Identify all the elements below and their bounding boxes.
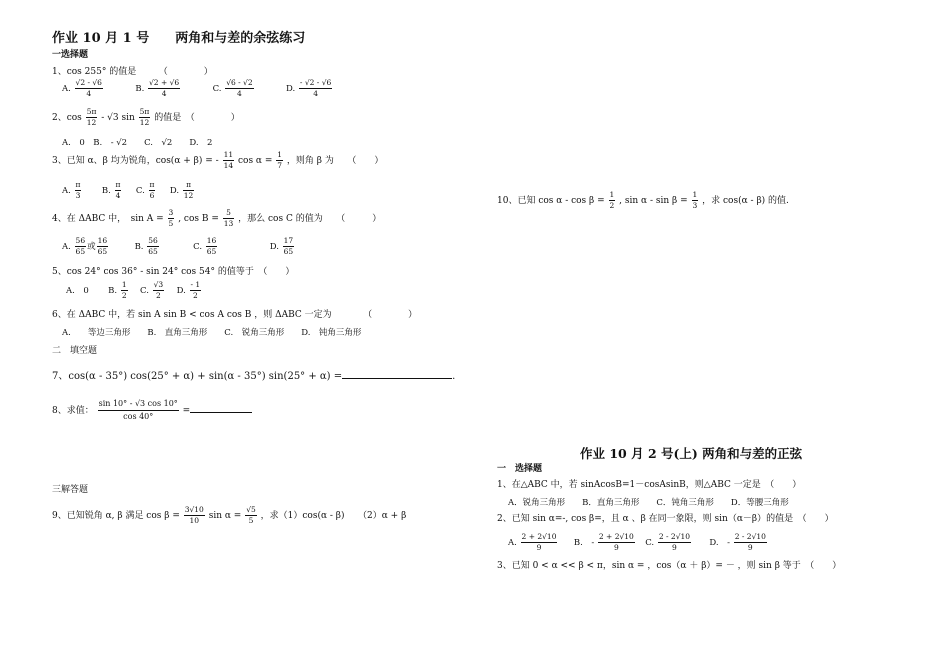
option-label: D. [286, 84, 296, 94]
right-question-2-options [508, 532, 768, 553]
denominator: 3 [692, 201, 698, 210]
option-label: D. [269, 242, 279, 252]
option-label: B. - [573, 538, 595, 548]
text: , cos B = [178, 214, 222, 224]
option-label: D. - [709, 538, 731, 548]
text: . [452, 371, 456, 382]
denominator: 4 [161, 89, 167, 98]
numerator: √2 + √6 [149, 78, 180, 87]
denominator: 2 [192, 291, 198, 300]
numerator: √2 - √6 [75, 78, 102, 87]
denominator: 12 [86, 118, 97, 127]
option-label: D. [169, 186, 180, 196]
numerator: √6 - √2 [226, 78, 253, 87]
numerator: √3 [153, 280, 164, 289]
numerator: √5 [246, 505, 256, 514]
option-a: A. 0 [66, 286, 89, 296]
denominator: 2 [121, 291, 127, 300]
right-question-3: 3、已知 0 < α << β < π，sin α = ，cos（α ＋ β）= － ，则 sin β 等于 （ ） [497, 561, 842, 571]
option-label: B. [134, 242, 144, 252]
fraction [86, 107, 98, 128]
question-6: 6、在 ΔABC 中，若 sin A sin B < cos A cos B ，则 ΔABC 一定为 （ ） [52, 310, 418, 320]
text: ，求 cos(α - β) 的值. [702, 196, 789, 206]
numerator: π [149, 180, 155, 189]
denominator: 10 [189, 516, 200, 525]
numerator: π [75, 180, 81, 189]
option-label: C. [212, 84, 222, 94]
denominator: 14 [223, 161, 234, 170]
denominator: 4 [115, 191, 121, 200]
fraction [245, 505, 257, 526]
numerator: 2 + 2√10 [598, 532, 634, 541]
fraction [115, 180, 122, 201]
fraction [97, 236, 109, 257]
question-8 [52, 398, 252, 423]
fraction [183, 180, 195, 201]
question-4-options [62, 236, 295, 257]
fraction [299, 78, 332, 99]
denominator: 9 [747, 543, 753, 552]
question-4 [52, 208, 381, 229]
option-label: A. [62, 84, 71, 94]
fraction [283, 236, 295, 257]
option-label: B. [108, 286, 118, 296]
denominator: 6 [149, 191, 155, 200]
option-label: C. [135, 186, 145, 196]
denominator: 4 [313, 89, 318, 98]
fraction [734, 532, 767, 553]
fraction [139, 107, 151, 128]
right-worksheet-title: 作业 10 月 2 号(上) 两角和与差的正弦 [580, 446, 803, 461]
right-question-1: 1、在△ABC 中，若 sinAcosB=1－cosAsinB，则△ABC 一定是 （ ） [497, 480, 802, 490]
numerator: 2 + 2√10 [521, 532, 557, 541]
text: , sin α - sin β = [619, 196, 691, 206]
question-2 [52, 107, 240, 128]
text: 3、已知 α、β 均为锐角，cos(α + β) = - [52, 156, 219, 166]
numerator: 5 [223, 208, 235, 219]
numerator: sin 10° - √3 cos 10° [98, 398, 179, 411]
option-label: C. [645, 538, 655, 548]
question-2-options: A. 0 B. - √2 C. √2 D. 2 [62, 138, 213, 148]
fraction [149, 180, 156, 201]
denominator: 5 [168, 219, 174, 228]
fraction [75, 78, 103, 99]
option-label: B. [101, 186, 111, 196]
fraction [147, 236, 159, 257]
numerator: - 1 [190, 280, 201, 289]
fraction [190, 280, 202, 301]
fraction [276, 150, 283, 171]
text: 的值是 （ ） [154, 113, 240, 123]
answer-blank[interactable] [190, 412, 252, 413]
denominator: 7 [277, 161, 283, 170]
fraction [121, 280, 128, 301]
denominator: 2 [156, 291, 161, 300]
denominator: 9 [536, 543, 542, 552]
denominator: 2 [609, 201, 615, 210]
numerator: 16 [206, 236, 217, 245]
denominator: 12 [139, 118, 150, 127]
right-question-2: 2、已知 sin α=-, cos β=，且 α 、β 在同一象限，则 sin（α－β）的值是 （ ） [497, 514, 834, 524]
question-3 [52, 150, 383, 171]
text: 10、已知 cos α - cos β = [497, 196, 608, 206]
numerator: 3√10 [184, 505, 204, 514]
text: cos α = [237, 156, 276, 166]
fraction [692, 190, 699, 211]
denominator: 65 [283, 247, 294, 256]
numerator: 1 [277, 150, 283, 159]
option-label: A. [62, 242, 71, 252]
numerator: 3 [168, 208, 174, 217]
question-9 [52, 505, 406, 526]
right-section-choice: 一 选择题 [497, 464, 543, 474]
denominator: 5 [248, 516, 254, 525]
fraction [75, 180, 82, 201]
right-question-1-options: A．锐角三角形 B．直角三角形 C．钝角三角形 D．等腰三角形 [508, 498, 789, 508]
denominator: 65 [148, 247, 158, 256]
denominator: 3 [75, 191, 81, 200]
denominator: 9 [613, 543, 619, 552]
fraction [223, 208, 235, 229]
answer-blank[interactable] [342, 378, 452, 379]
denominator: 65 [75, 247, 86, 256]
numerator: π [183, 180, 195, 191]
text: ，那么 cos C 的值为 （ ） [238, 214, 382, 224]
text: ，则角 β 为 （ ） [286, 156, 384, 166]
fraction [658, 532, 691, 553]
numerator: 1 [121, 280, 127, 289]
numerator: - √2 - √6 [299, 78, 332, 87]
fraction [598, 532, 635, 553]
numerator: 5π [139, 107, 150, 116]
fraction [75, 236, 87, 257]
text: 2、cos [52, 113, 82, 123]
fraction [609, 190, 616, 211]
text: 或 [87, 242, 96, 252]
option-label: D. [176, 286, 186, 296]
fraction [184, 505, 205, 526]
question-5: 5、cos 24° cos 36° - sin 24° cos 54° 的值等于 （ ） [52, 267, 295, 277]
text: 9、已知锐角 α, β 满足 cos β = [52, 511, 183, 521]
left-section-fill: 二 填空题 [52, 346, 98, 356]
fraction [98, 398, 179, 423]
numerator: 1 [692, 190, 698, 199]
text: = [182, 406, 191, 416]
fraction [153, 280, 165, 301]
fraction [521, 532, 558, 553]
left-section-solve: 三解答题 [52, 485, 89, 495]
question-7 [52, 367, 455, 382]
left-section-choice: 一选择题 [52, 50, 89, 60]
question-1: 1、cos 255° 的值是 （ ） [52, 67, 213, 77]
text: 7、cos(α - 35°) cos(25° + α) + sin(α - 35°) sin(25° + α) = [52, 371, 343, 382]
numerator: 11 [223, 150, 234, 159]
fraction [225, 78, 253, 99]
left-worksheet-title: 作业 10 月 1 号 两角和与差的余弦练习 [52, 31, 306, 46]
numerator: 5π [86, 107, 97, 116]
numerator: π [115, 180, 121, 189]
fraction [223, 150, 235, 171]
numerator: 17 [283, 236, 294, 245]
denominator: 9 [672, 543, 677, 552]
text: sin α = [208, 511, 245, 521]
denominator: 13 [223, 219, 234, 228]
question-10 [497, 190, 789, 211]
text: - √3 sin [101, 113, 138, 123]
denominator: 4 [86, 89, 92, 98]
question-3-options [62, 180, 195, 201]
denominator: cos 40° [123, 412, 154, 421]
numerator: 56 [148, 236, 158, 245]
fraction [148, 78, 180, 99]
option-label: C. [140, 286, 149, 296]
fraction [206, 236, 218, 257]
question-5-options [66, 280, 202, 301]
denominator: 65 [206, 247, 217, 256]
numerator: 56 [75, 236, 86, 245]
option-label: C. [193, 242, 203, 252]
numerator: 16 [97, 236, 108, 245]
text: ，求（1）cos(α - β) （2）α + β [260, 511, 407, 521]
denominator: 65 [97, 247, 108, 256]
denominator: 4 [237, 89, 242, 98]
fraction [168, 208, 175, 229]
option-label: A. [62, 186, 71, 196]
numerator: 2 - 2√10 [734, 532, 766, 541]
denominator: 12 [183, 191, 194, 200]
text: 8、求值： [52, 406, 94, 416]
text: 4、在 ΔABC 中， sin A = [52, 214, 167, 224]
numerator: 1 [609, 190, 615, 199]
numerator: 2 - 2√10 [658, 532, 691, 541]
option-label: A. [508, 538, 517, 548]
question-6-options: A. 等边三角形 B. 直角三角形 C. 锐角三角形 D. 钝角三角形 [62, 328, 362, 338]
question-1-options [62, 78, 333, 99]
option-label: B. [135, 84, 145, 94]
